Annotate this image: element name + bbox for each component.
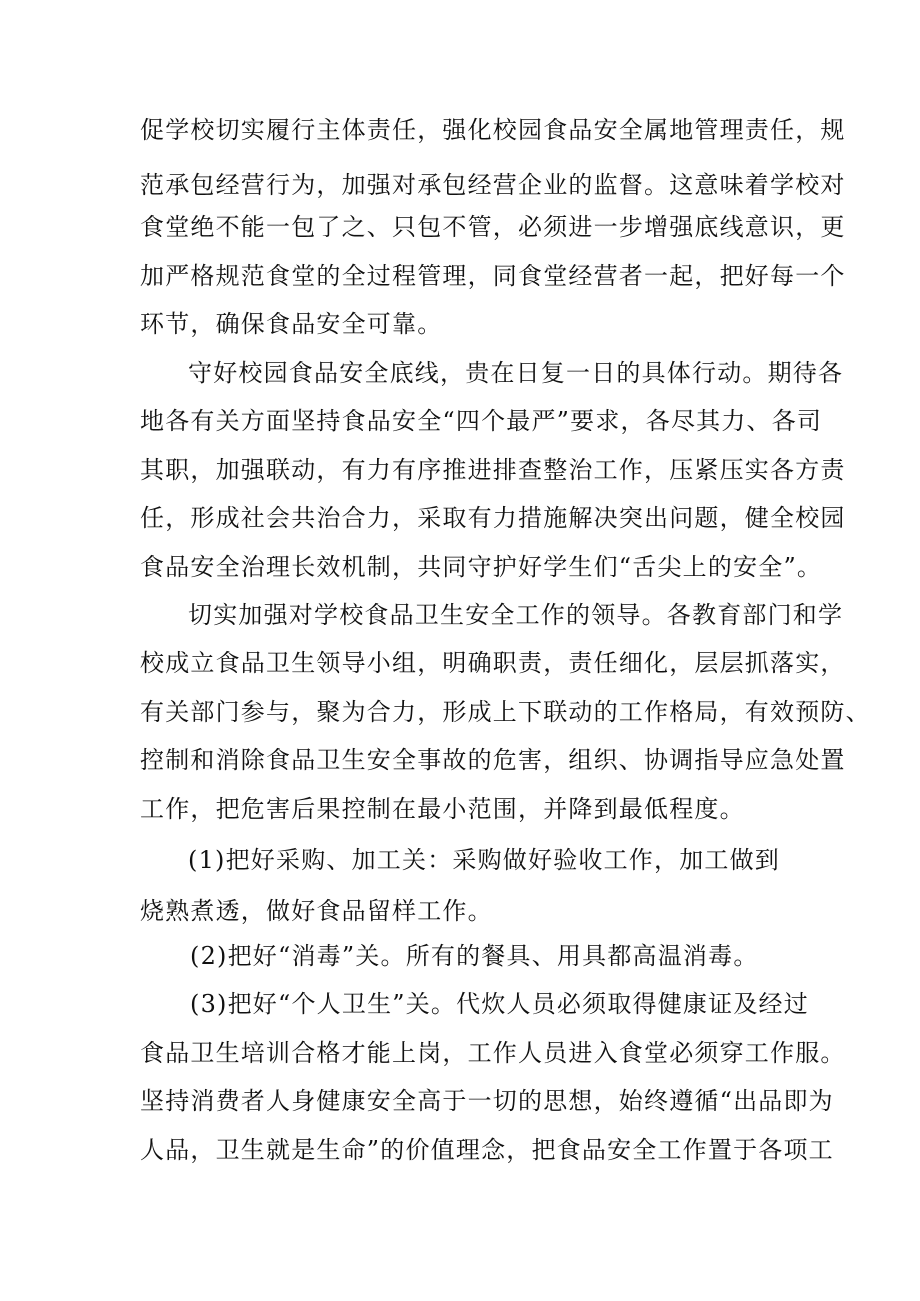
text-line: 其职，加强联动，有力有序推进排查整治工作，压紧压实各方责 [140,456,846,484]
text-line: 食堂绝不能一包了之、只包不管，必须进一步增强底线意识，更 [140,213,846,241]
text-line: 人品，卫生就是生命”的价值理念，把食品安全工作置于各项工 [140,1136,834,1164]
text-line: 校成立食品卫生领导小组，明确职责，责任细化，层层抓落实， [140,649,846,677]
text-line: 加严格规范食堂的全过程管理，同食堂经营者一起，把好每一个 [140,262,846,290]
text-line: 有关部门参与，聚为合力，形成上下联动的工作格局，有效预防、 [140,698,871,726]
text-line: 环节，确保食品安全可靠。 [140,310,443,338]
text-line: (2)把好“消毒”关。所有的餐具、用具都高温消毒。 [190,942,759,970]
text-line: 地各有关方面坚持食品安全“四个最严”要求，各尽其力、各司 [140,407,823,435]
text-line: (3)把好“个人卫生”关。代炊人员必须取得健康证及经过 [190,990,809,1018]
text-line: 食品卫生培训合格才能上岗，工作人员进入食堂必须穿工作服。 [140,1039,846,1067]
text-line: (1)把好采购、加工关：采购做好验收工作，加工做到 [188,846,780,874]
text-line: 促学校切实履行主体责任，强化校园食品安全属地管理责任，规 [140,116,846,144]
text-line: 守好校园食品安全底线，贵在日复一日的具体行动。期待各 [188,359,844,387]
text-line: 烧熟煮透，做好食品留样工作。 [140,897,493,925]
text-line: 坚持消费者人身健康安全高于一切的思想，始终遵循“出品即为 [140,1087,834,1115]
text-line: 切实加强对学校食品卫生安全工作的领导。各教育部门和学 [188,601,844,629]
text-line: 范承包经营行为，加强对承包经营企业的监督。这意味着学校对 [140,171,846,199]
text-line: 食品安全治理长效机制，共同守护好学生们“舌尖上的安全”。 [140,553,823,581]
text-line: 工作，把危害后果控制在最小范围，并降到最低程度。 [140,795,745,823]
text-line: 控制和消除食品卫生安全事故的危害，组织、协调指导应急处置 [140,746,846,774]
text-line: 任，形成社会共治合力，采取有力措施解决突出问题，健全校园 [140,504,846,532]
